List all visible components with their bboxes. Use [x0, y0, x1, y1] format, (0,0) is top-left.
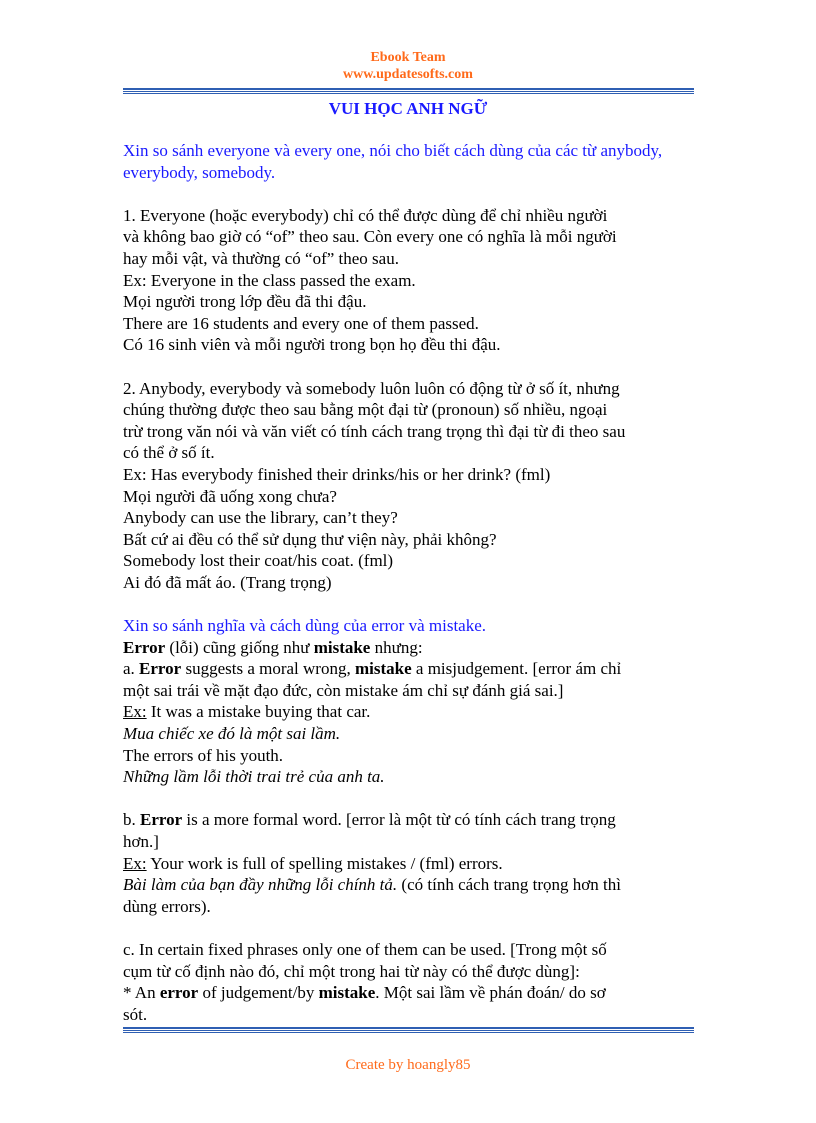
header-divider: [123, 88, 694, 94]
p2-line-1: 2. Anybody, everybody và somebody luôn luôn có động từ ở số ít, nhưng: [123, 378, 620, 398]
b-example-vi: Bài làm của bạn đầy những lỗi chính tả. (có tính cách trang trọng hơn thì: [123, 875, 621, 895]
mistake-term: mistake: [313, 637, 371, 657]
p2-line-6: Mọi người đã uống xong chưa?: [123, 486, 337, 506]
p2-line-10: Ai đó đã mất áo. (Trang trọng): [123, 572, 332, 592]
p1-line-7: Có 16 sinh viên và mỗi người trong bọn họ đều thi đậu.: [123, 335, 501, 355]
p1-line-2: và không bao giờ có “of” theo sau. Còn every one có nghĩa là mỗi người: [123, 227, 617, 247]
c-line-1: c. In certain fixed phrases only one of them can be used. [Trong một số: [123, 939, 607, 959]
question-1: Xin so sánh everyone và every one, nói cho biết cách dùng của các từ anybody, everybody, somebody.: [123, 141, 663, 182]
question-2: Xin so sánh nghĩa và cách dùng của error và mistake.: [123, 616, 487, 636]
b-line-1: b. Error is a more formal word. [error là một từ có tính cách trang trọng: [123, 810, 616, 830]
website-link[interactable]: www.updatesofts.com: [343, 67, 473, 82]
p1-line-1: 1. Everyone (hoặc everybody) chỉ có thể được dùng để chỉ nhiều người: [123, 205, 608, 225]
p2-line-7: Anybody can use the library, can’t they?: [123, 508, 398, 528]
intro-line: Error (lỗi) cũng giống như mistake nhưng:: [123, 637, 423, 657]
a-line-1: a. Error suggests a moral wrong, mistake a misjudgement. [error ám chỉ: [123, 659, 622, 679]
p1-line-4: Ex: Everyone in the class passed the exam.: [123, 270, 416, 290]
p2-line-9: Somebody lost their coat/his coat. (fml): [123, 551, 394, 571]
footer-credit: Create by hoangly85: [345, 1057, 471, 1073]
p1-line-6: There are 16 students and every one of them passed.: [123, 313, 479, 333]
c-line-4: sót.: [123, 1004, 148, 1024]
c-line-2: cụm từ cố định nào đó, chỉ một trong hai từ này có thể được dùng]:: [123, 961, 580, 981]
c-line-3: * An error of judgement/by mistake. Một sai lầm về phán đoán/ do sơ: [123, 983, 606, 1003]
a-example-1: Ex: It was a mistake buying that car.: [123, 702, 371, 722]
b-example: Ex: Your work is full of spelling mistakes / (fml) errors.: [123, 853, 503, 873]
b-line-5: dùng errors).: [123, 896, 211, 916]
p2-line-2: chúng thường được theo sau bằng một đại từ (pronoun) số nhiều, ngoại: [123, 400, 608, 420]
p1-line-5: Mọi người trong lớp đều đã thi đậu.: [123, 292, 367, 312]
a-example-2-vi: Những lầm lỗi thời trai trẻ của anh ta.: [123, 767, 385, 787]
p2-line-3: trừ trong văn nói và văn viết có tính cách trang trọng thì đại từ đi theo sau: [123, 421, 626, 441]
b-line-2: hơn.]: [123, 832, 159, 851]
ebook-team-label: Ebook Team: [370, 50, 446, 65]
ex-label: Ex:: [123, 702, 147, 722]
p1-line-3: hay mỗi vật, và thường có “of” theo sau.: [123, 248, 399, 268]
p2-line-4: có thể ở số ít.: [123, 443, 215, 463]
footer-divider: [123, 1027, 694, 1033]
page-title: VUI HỌC ANH NGỮ: [328, 99, 488, 118]
a-example-2: The errors of his youth.: [123, 745, 284, 765]
page-header: [0, 49, 816, 83]
a-line-2: một sai trái về mặt đạo đức, còn mistake ám chỉ sự đánh giá sai.]: [123, 680, 564, 700]
p2-line-8: Bất cứ ai đều có thể sử dụng thư viện này, phải không?: [123, 529, 497, 549]
a-example-1-vi: Mua chiếc xe đó là một sai lầm.: [123, 724, 341, 744]
p2-line-5: Ex: Has everybody finished their drinks/his or her drink? (fml): [123, 464, 551, 484]
error-term: Error: [123, 637, 166, 657]
document-body: [123, 140, 698, 1025]
